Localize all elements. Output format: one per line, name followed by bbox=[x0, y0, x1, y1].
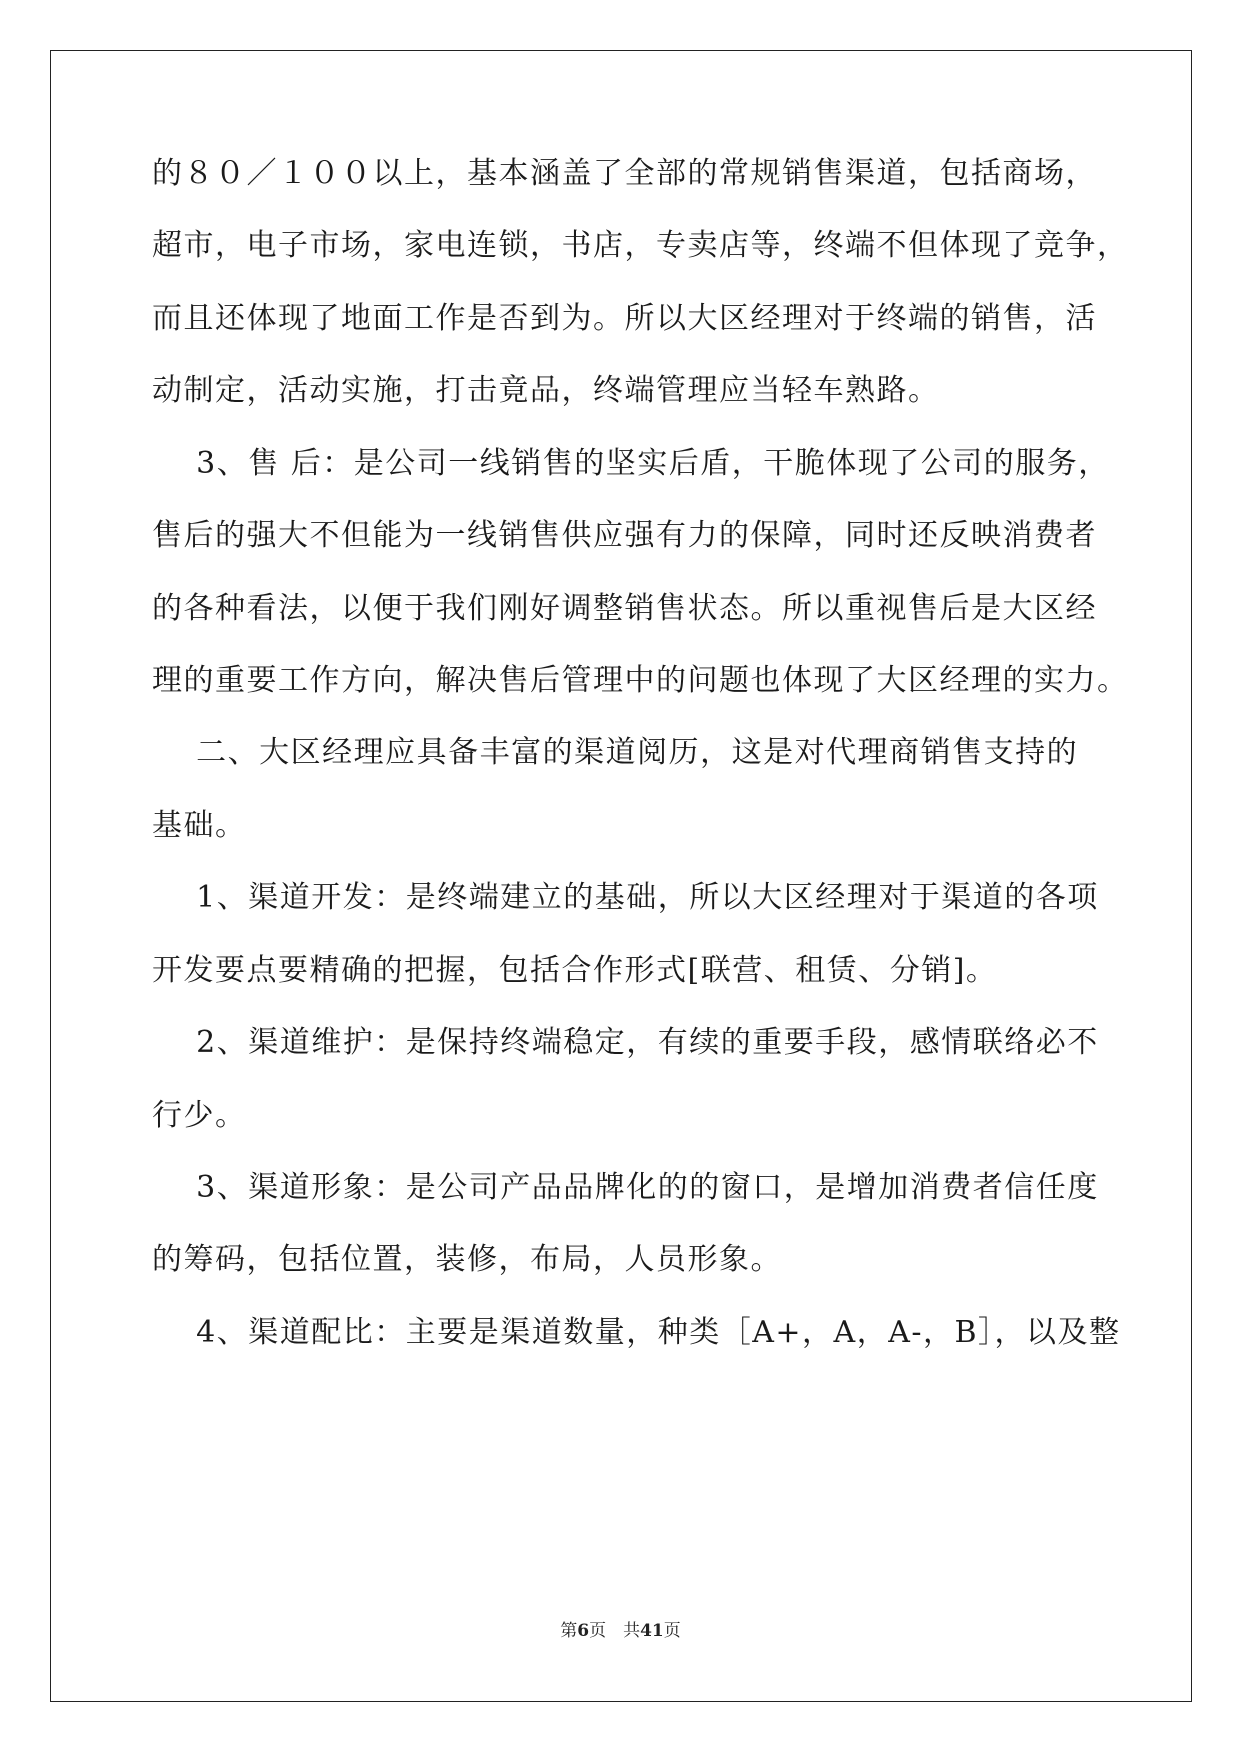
footer-mid: 页 共 bbox=[589, 1621, 641, 1641]
text-line: 4、渠道配比：主要是渠道数量，种类［A+，A，A-，B］，以及整 bbox=[152, 1315, 1121, 1350]
current-page-number: 6 bbox=[577, 1621, 590, 1641]
text-line: 而且还体现了地面工作是否到为。所以大区经理对于终端的销售，活 bbox=[152, 301, 1097, 336]
text-line: 2、渠道维护：是保持终端稳定，有续的重要手段，感情联络必不 bbox=[152, 1025, 1099, 1060]
footer-suffix: 页 bbox=[663, 1621, 681, 1641]
total-page-count: 41 bbox=[640, 1621, 664, 1641]
text-line: 动制定，活动实施，打击竟品，终端管理应当轻车熟路。 bbox=[152, 373, 940, 408]
text-line: 开发要点要精确的把握，包括合作形式[联营、租赁、分销]。 bbox=[152, 953, 998, 988]
text-line: 1、渠道开发：是终端建立的基础，所以大区经理对于渠道的各项 bbox=[152, 880, 1099, 915]
page-footer bbox=[0, 1616, 1241, 1641]
text-line: 二、大区经理应具备丰富的渠道阅历，这是对代理商销售支持的 bbox=[152, 735, 1079, 770]
text-line: 基础。 bbox=[152, 808, 247, 843]
footer-prefix: 第 bbox=[560, 1621, 578, 1641]
text-line: 3、渠道形象：是公司产品品牌化的的窗口，是增加消费者信任度 bbox=[152, 1170, 1099, 1205]
text-line: 理的重要工作方向，解决售后管理中的问题也体现了大区经理的实力。 bbox=[152, 663, 1129, 698]
page-border bbox=[50, 50, 1192, 1702]
text-line: 售后的强大不但能为一线销售供应强有力的保障，同时还反映消费者 bbox=[152, 518, 1097, 553]
text-line: 3、售 后：是公司一线销售的坚实后盾，干脆体现了公司的服务， bbox=[152, 446, 1110, 481]
text-line: 的８０／１００以上，基本涵盖了全部的常规销售渠道，包括商场， bbox=[152, 156, 1097, 191]
text-line: 的各种看法，以便于我们刚好调整销售状态。所以重视售后是大区经 bbox=[152, 591, 1097, 626]
text-line: 超市，电子市场，家电连锁，书店，专卖店等，终端不但体现了竞争， bbox=[152, 228, 1129, 263]
text-line: 行少。 bbox=[152, 1098, 247, 1133]
text-line: 的筹码，包括位置，装修，布局，人员形象。 bbox=[152, 1242, 782, 1277]
